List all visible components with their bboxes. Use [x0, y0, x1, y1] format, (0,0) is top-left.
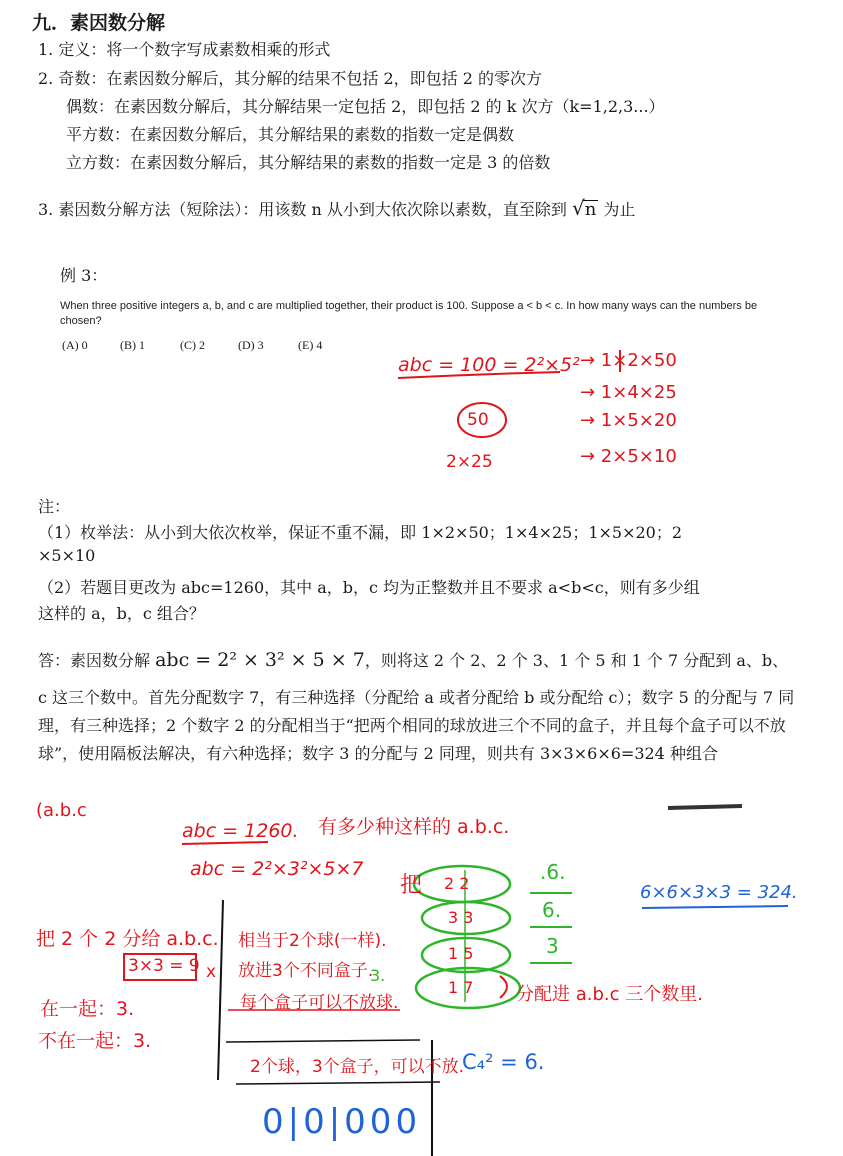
hw-circles: 0|0|000 [262, 1102, 422, 1142]
section-title: 九．素因数分解 [32, 12, 166, 34]
hw-eq1: abc = 1260. [182, 820, 299, 842]
red-case-2: → 1×4×25 [580, 382, 677, 403]
choice-b: (B) 1 [120, 338, 145, 352]
sqrt-sign: √ [571, 196, 585, 220]
definition-line: 1. 定义：将一个数字写成素数相乘的形式 [38, 40, 331, 59]
hw-count-3: 3 [546, 934, 559, 958]
answer-formula: abc = 2² × 3² × 5 × 7 [155, 649, 365, 671]
hw-bottom-1: 2个球，3个盒子，可以不放. [250, 1057, 465, 1077]
cube-line: 立方数：在素因数分解后，其分解结果的素数的指数一定是 3 的倍数 [66, 153, 551, 172]
choice-a: (A) 0 [62, 338, 88, 352]
red-equation: abc = 100 = 2²×5² [398, 354, 580, 376]
even-line: 偶数：在素因数分解后，其分解结果一定包括 2，即包括 2 的 k 次方（k=1,2,3...） [66, 97, 665, 116]
problem-text-2: chosen? [60, 315, 102, 327]
note-1a: （1）枚举法：从小到大依次枚举，保证不重不漏，即 1×2×50；1×4×25；1×5×20；2 [38, 523, 683, 542]
choice-e: (E) 4 [298, 338, 323, 352]
red-case-1: → 1×2×50 [580, 350, 677, 371]
hw-total: 6×6×3×3 = 324. [640, 882, 798, 903]
hw-pair-4: 1 7 [448, 978, 474, 997]
hw-count-1: .6. [540, 860, 566, 884]
hw-left-1: 把 2 个 2 分给 a.b.c. [36, 928, 219, 950]
hw-distribute: 分配进 a.b.c 三个数里. [516, 984, 703, 1005]
hw-mid-three: 3. [370, 966, 386, 985]
hw-top-left: (a.b.c [36, 800, 87, 821]
method-end: 为止 [603, 200, 636, 219]
choice-c: (C) 2 [180, 338, 205, 352]
red-2x25: 2×25 [446, 452, 493, 472]
hw-pair-3: 1 5 [448, 944, 474, 963]
answer-prefix: 答：素因数分解 [38, 651, 156, 670]
red-case-4: → 2×5×10 [580, 446, 677, 467]
example-label: 例 3： [60, 266, 108, 285]
hw-ba: 把 [400, 873, 423, 898]
odd-line: 2. 奇数：在素因数分解后，其分解的结果不包括 2，即包括 2 的零次方 [38, 69, 542, 88]
square-line: 平方数：在素因数分解后，其分解结果的素数的指数一定是偶数 [66, 125, 515, 144]
hw-mid-2: 放进3个不同盒子. [238, 961, 374, 981]
red-circled-50: 50 [467, 410, 489, 430]
hw-boxed: 3×3 = 9 [128, 956, 200, 976]
method-text: 3. 素因数分解方法（短除法）：用该数 n 从小到大依次除以素数，直至除到 [38, 200, 567, 219]
hw-note1: 有多少种这样的 a.b.c. [318, 816, 510, 838]
hw-eq2: abc = 2²×3²×5×7 [190, 858, 364, 880]
hw-comb: C₄² = 6. [462, 1050, 545, 1074]
hw-mid-1: 相当于2个球(一样). [238, 931, 387, 951]
note-2b: 这样的 a，b，c 组合？ [38, 604, 205, 623]
hw-pair-1: 2 2 [444, 874, 470, 893]
choice-d: (D) 3 [238, 338, 264, 352]
hw-x-mark: x [206, 962, 217, 982]
hw-count-2: 6. [542, 898, 562, 922]
answer-body: c 这三个数中。首先分配数字 7，有三种选择（分配给 a 或者分配给 b 或分配给 c）；数字 5 的分配与 7 同理，有三种选择；2 个数字 2 的分配相当于“把两个相同的球放进三个不同的盒子，并且每个盒子可以不放球”，使用隔板法解决，有六种选择；数字 3 的分配与 2 同理，则共有 3×3×6×6=324 种组合 [38, 688, 795, 763]
red-case-3: → 1×5×20 [580, 410, 677, 431]
hw-apart: 不在一起：3. [38, 1030, 152, 1052]
hw-together: 在一起：3. [40, 998, 135, 1020]
note-label: 注： [38, 497, 71, 516]
answer-suffix: ，则将这 2 个 2、2 个 3、1 个 5 和 1 个 7 分配到 a、b、 [364, 651, 789, 670]
sqrt-n: n [584, 199, 597, 220]
hw-pair-2: 3 3 [448, 908, 474, 927]
hw-mid-3: 每个盒子可以不放球. [240, 993, 399, 1013]
note-2a: （2）若题目更改为 abc=1260，其中 a，b，c 均为正整数并且不要求 a<b<c，则有多少组 [38, 578, 700, 597]
problem-text-1: When three positive integers a, b, and c are multiplied together, their product is 100. Suppose a < b < c. In how many ways can the numbers be [60, 300, 758, 312]
note-1b: ×5×10 [38, 546, 96, 565]
